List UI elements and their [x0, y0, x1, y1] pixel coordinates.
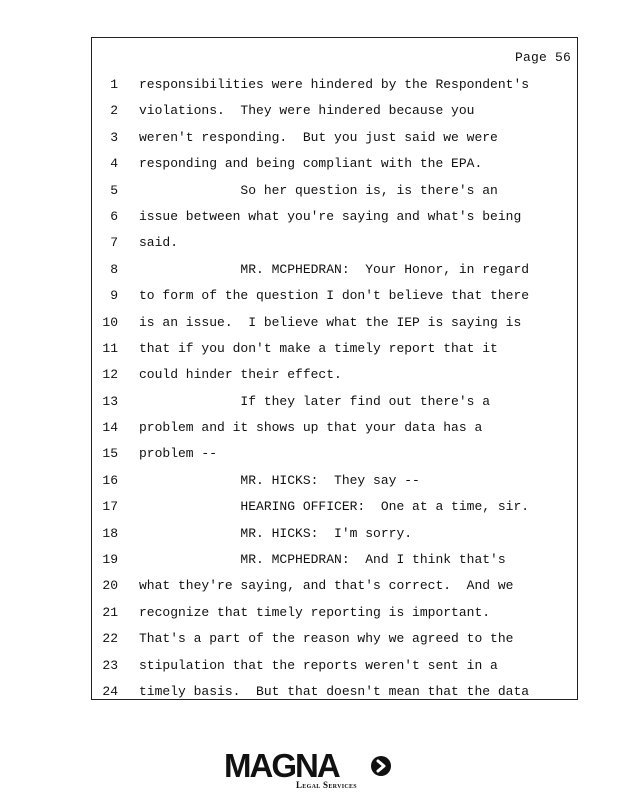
- line-number: 4: [110, 156, 118, 172]
- line-text: recognize that timely reporting is important.: [139, 604, 491, 620]
- line-number: 10: [102, 314, 118, 330]
- chevron-right-circle-icon: [370, 755, 392, 777]
- transcript-line: [92, 178, 577, 204]
- line-number: 22: [102, 631, 118, 647]
- transcript-line: [92, 362, 577, 388]
- line-number: 11: [102, 340, 118, 356]
- transcript-line: [92, 389, 577, 415]
- transcript-line: [92, 72, 577, 98]
- line-text: responding and being compliant with the EPA.: [139, 156, 483, 172]
- transcript-line: [92, 283, 577, 309]
- line-text: violations. They were hindered because you: [139, 103, 475, 119]
- transcript-line: [92, 257, 577, 283]
- line-number: 13: [102, 393, 118, 409]
- magna-logo: [224, 748, 396, 792]
- line-text: timely basis. But that doesn't mean that the data: [139, 683, 530, 699]
- line-text: stipulation that the reports weren't sent in a: [139, 657, 498, 673]
- line-text: that if you don't make a timely report that it: [139, 340, 498, 356]
- line-number: 17: [102, 499, 118, 515]
- line-number: 5: [110, 182, 118, 198]
- line-number: 16: [102, 472, 118, 488]
- line-text: said.: [139, 235, 179, 251]
- line-number: 1: [110, 77, 118, 92]
- transcript-lines: [92, 72, 577, 705]
- transcript-line: [92, 310, 577, 336]
- line-number: 15: [102, 446, 118, 462]
- line-text: HEARING OFFICER: One at a time, sir.: [139, 499, 530, 515]
- line-number: 18: [102, 525, 118, 541]
- line-text: MR. HICKS: They say --: [139, 472, 420, 488]
- line-text: issue between what you're saying and what's being: [139, 208, 522, 224]
- line-text: MR. HICKS: I'm sorry.: [139, 525, 413, 541]
- line-number: 19: [102, 552, 118, 568]
- line-number: 7: [110, 235, 118, 251]
- transcript-line: [92, 151, 577, 177]
- transcript-line: [92, 125, 577, 151]
- line-text: If they later find out there's a: [139, 393, 491, 409]
- line-number: 20: [102, 578, 118, 594]
- transcript-line: [92, 547, 577, 573]
- transcript-line: [92, 468, 577, 494]
- transcript-line: [92, 679, 577, 705]
- line-number: 6: [110, 208, 118, 224]
- transcript-line: [92, 494, 577, 520]
- transcript-line: [92, 230, 577, 256]
- line-text: That's a part of the reason why we agreed to the: [139, 631, 514, 647]
- line-number: 2: [110, 103, 118, 119]
- line-text: problem and it shows up that your data has a: [139, 420, 483, 436]
- line-number: 24: [102, 683, 118, 699]
- line-number: 3: [110, 129, 118, 145]
- transcript-line: [92, 653, 577, 679]
- line-number: 8: [110, 261, 118, 277]
- transcript-line: [92, 204, 577, 230]
- transcript-line: [92, 626, 577, 652]
- logo-wordmark: MAGNA: [224, 747, 339, 784]
- transcript-line: [92, 600, 577, 626]
- line-text: to form of the question I don't believe that there: [139, 288, 530, 304]
- line-number: 12: [102, 367, 118, 383]
- line-number: 23: [102, 657, 118, 673]
- page-number: Page 56: [514, 50, 571, 65]
- line-text: could hinder their effect.: [139, 367, 342, 383]
- transcript-line: [92, 336, 577, 362]
- line-text: MR. MCPHEDRAN: And I think that's: [139, 552, 506, 568]
- transcript-page: [91, 37, 578, 700]
- logo-tagline: Legal Services: [296, 780, 357, 790]
- transcript-line: [92, 521, 577, 547]
- line-text: responsibilities were hindered by the Respondent's: [139, 77, 530, 92]
- line-text: what they're saying, and that's correct. And we: [139, 578, 514, 594]
- line-text: weren't responding. But you just said we were: [139, 129, 498, 145]
- line-number: 14: [102, 420, 118, 436]
- line-text: MR. MCPHEDRAN: Your Honor, in regard: [139, 261, 530, 277]
- line-number: 21: [102, 604, 118, 620]
- transcript-line: [92, 573, 577, 599]
- line-text: is an issue. I believe what the IEP is saying is: [139, 314, 522, 330]
- transcript-line: [92, 415, 577, 441]
- transcript-line: [92, 441, 577, 467]
- line-text: problem --: [139, 446, 218, 462]
- transcript-line: [92, 98, 577, 124]
- line-text: So her question is, is there's an: [139, 182, 498, 198]
- line-number: 9: [110, 288, 118, 304]
